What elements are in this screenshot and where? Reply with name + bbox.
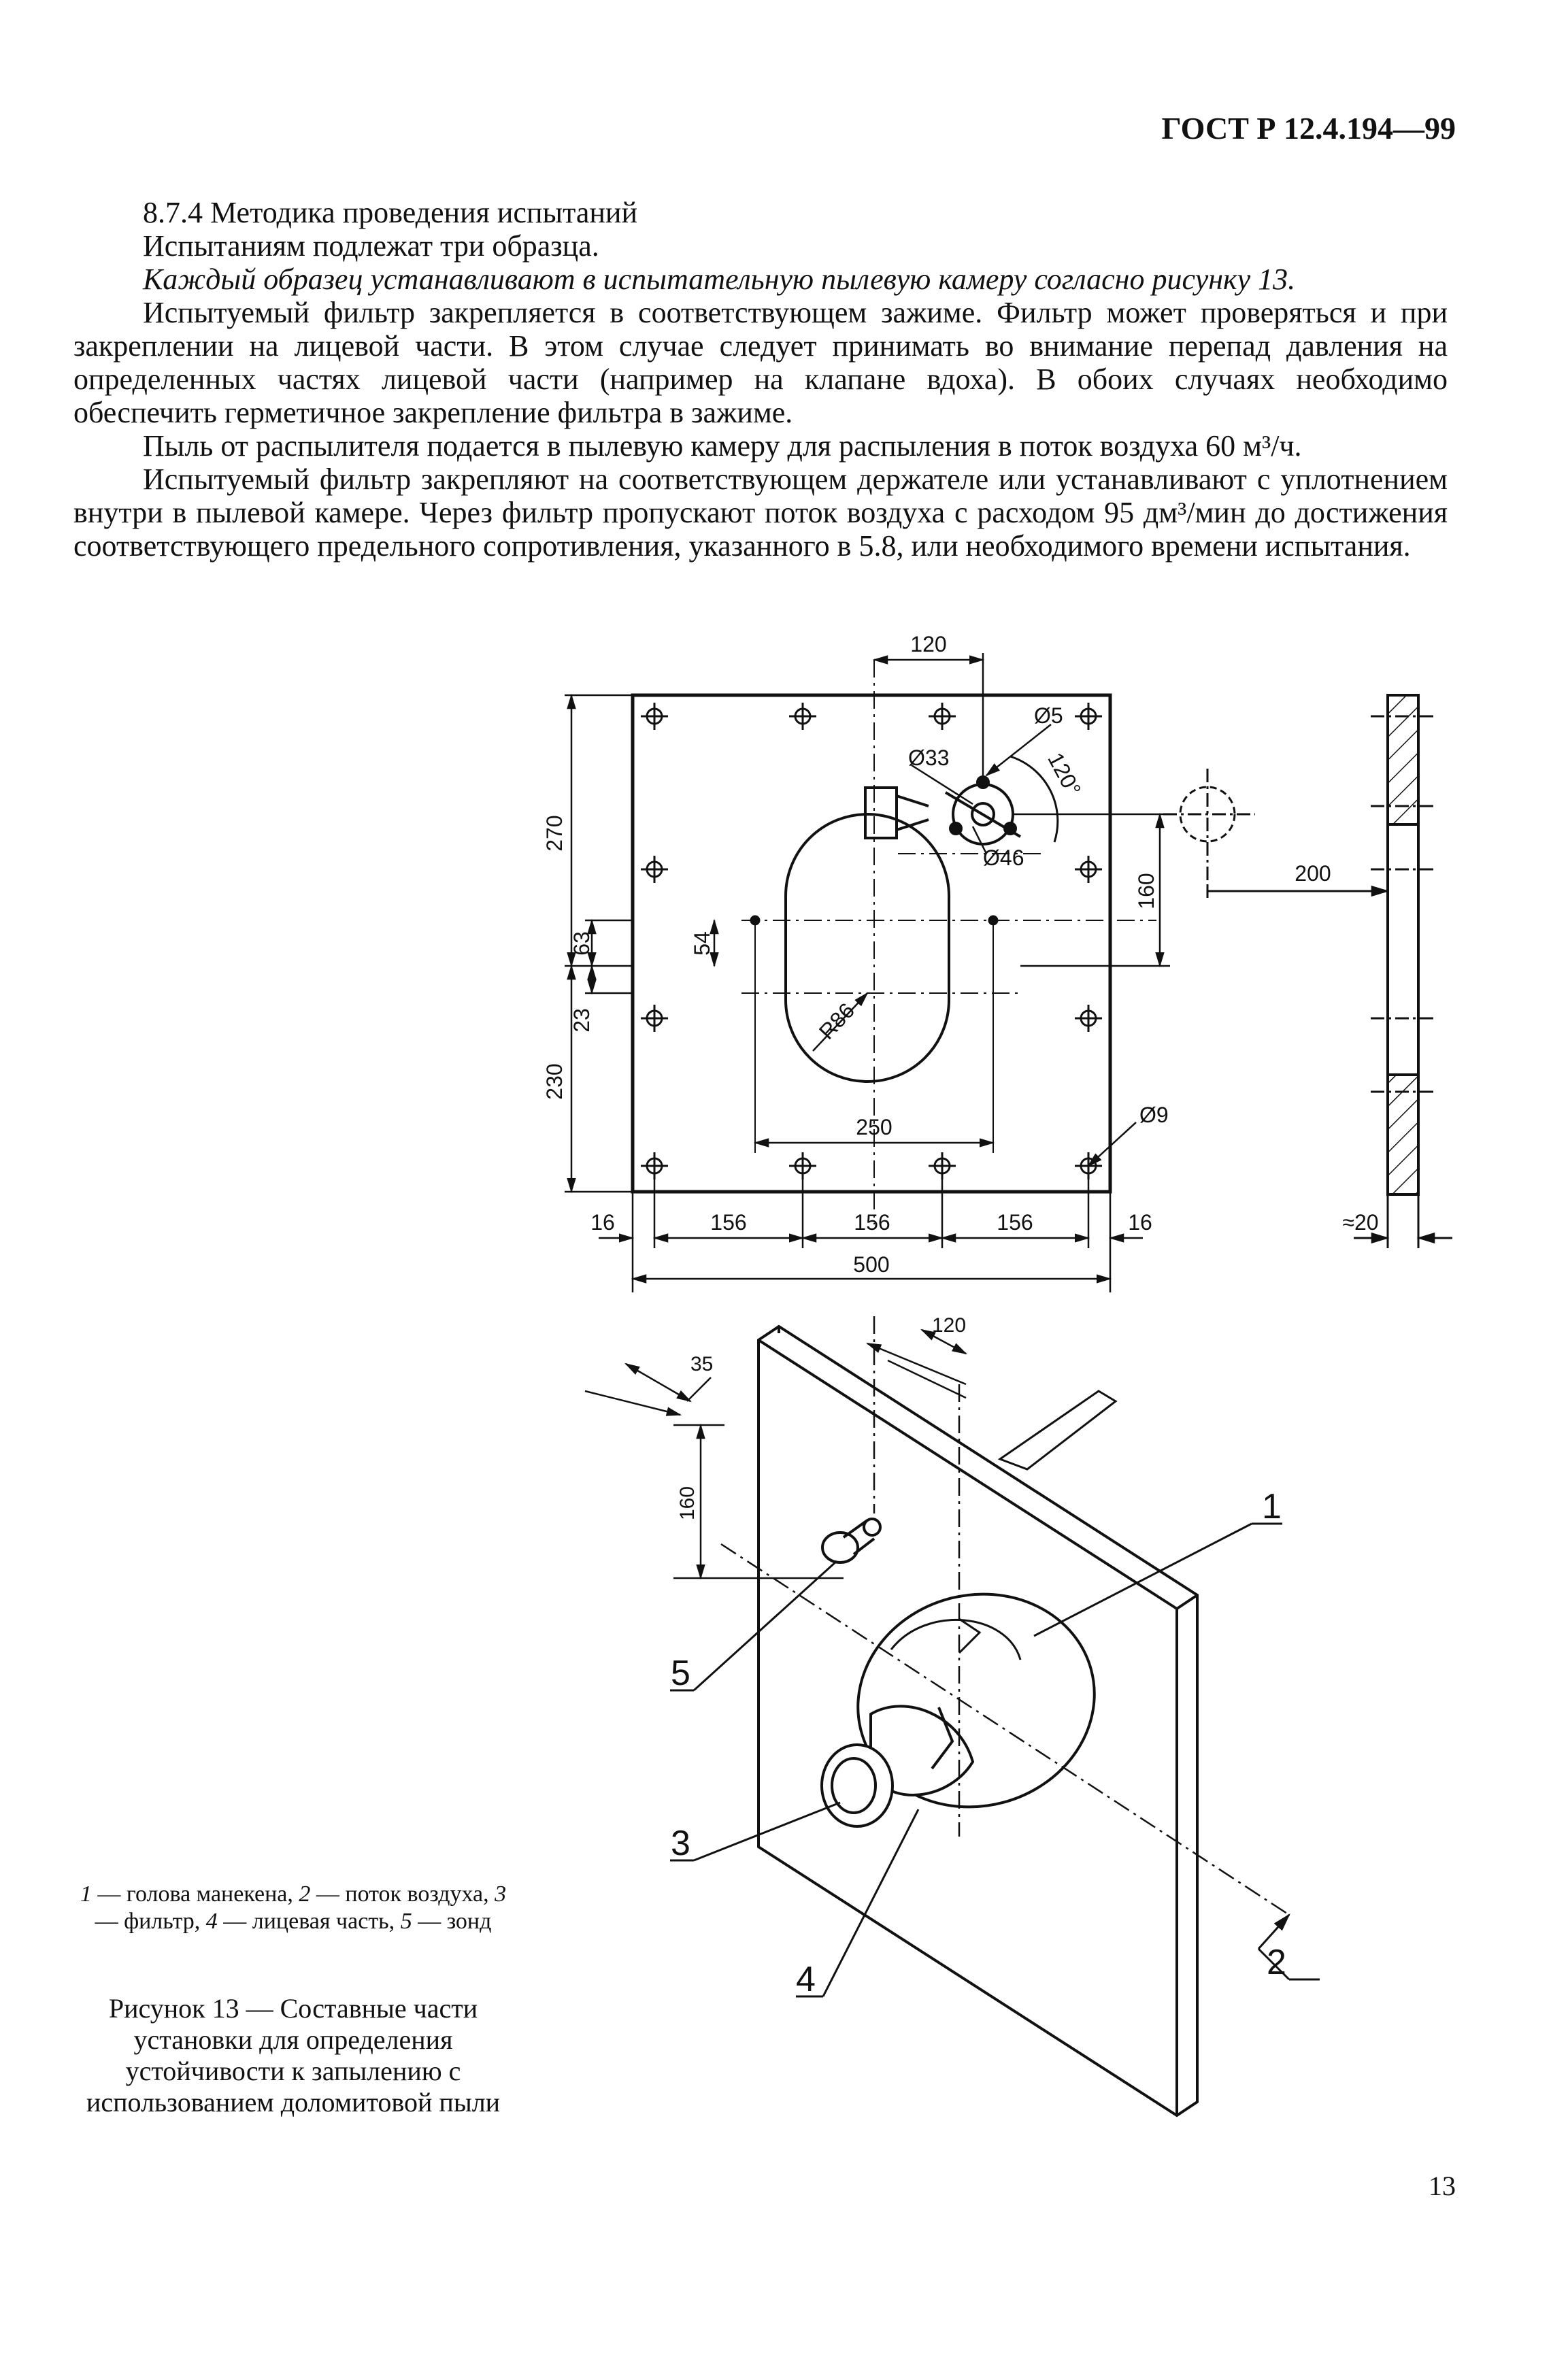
standard-header: ГОСТ Р 12.4.194—99 — [1161, 111, 1456, 146]
dimension-lines — [565, 653, 1170, 1292]
svg-text:120°: 120° — [1043, 748, 1086, 800]
svg-text:63: 63 — [569, 931, 594, 956]
svg-text:R86: R86 — [814, 998, 860, 1044]
svg-text:500: 500 — [853, 1252, 890, 1277]
paragraph: Испытуемый фильтр закрепляется в соответствующем зажиме. Фильтр может проверяться и при закреплении на лицевой части. В этом случае следует принимать во внимание перепад давления на определенных частях лицевой части (например на клапане вдоха). В обоих случаях необходимо обеспечить герметичное закрепление фильтра в зажиме. — [73, 296, 1448, 429]
svg-text:160: 160 — [1134, 873, 1158, 909]
figure-caption: Рисунок 13 — Составные части установки для определения устойчивости к запылению с использованием доломитовой пыли — [86, 1993, 501, 2118]
callout-3: 3 — [671, 1824, 690, 1863]
svg-text:156: 156 — [854, 1210, 890, 1235]
svg-text:Ø9: Ø9 — [1139, 1103, 1169, 1127]
svg-text:250: 250 — [856, 1115, 893, 1139]
side-view — [1163, 695, 1452, 1248]
front-view — [565, 653, 1170, 1292]
callout-1: 1 — [1262, 1487, 1282, 1526]
front-view-dimension-labels — [542, 632, 1169, 1277]
paragraph: Пыль от распылителя подается в пылевую камеру для распыления в поток воздуха 60 м³/ч. — [143, 429, 1302, 463]
svg-text:16: 16 — [1128, 1210, 1152, 1235]
svg-text:23: 23 — [569, 1008, 594, 1033]
svg-text:16: 16 — [590, 1210, 615, 1235]
svg-text:≈20: ≈20 — [1342, 1210, 1379, 1235]
svg-text:120: 120 — [910, 632, 947, 656]
figure-legend: 1 — голова манекена, 2 — поток воздуха, 3 — фильтр, 4 — лицевая часть, 5 — зонд — [80, 1881, 507, 1934]
svg-text:Ø33: Ø33 — [908, 746, 950, 770]
svg-text:270: 270 — [542, 815, 567, 852]
paragraph: Испытаниям подлежат три образца. — [143, 229, 599, 263]
paragraph-italic: Каждый образец устанавливают в испытательную пылевую камеру согласно рисунку 13. — [143, 263, 1296, 296]
section-heading: 8.7.4 Методика проведения испытаний — [143, 196, 638, 229]
svg-text:160: 160 — [676, 1486, 699, 1521]
callout-5: 5 — [671, 1654, 690, 1693]
paragraph: Испытуемый фильтр закрепляют на соответствующем держателе или устанавливают с уплотнением внутри в пылевой камере. Через фильтр пропускают поток воздуха с расходом 95 дм³/мин до достижения соответствующего предельного сопротивления, указанного в 5.8, или необходимого времени испытания. — [73, 463, 1448, 563]
page-number: 13 — [1429, 2171, 1456, 2201]
isometric-view — [585, 1316, 1289, 2115]
svg-text:156: 156 — [997, 1210, 1033, 1235]
svg-text:120: 120 — [931, 1314, 967, 1337]
svg-text:35: 35 — [690, 1353, 714, 1375]
svg-text:Ø46: Ø46 — [983, 846, 1024, 870]
callout-2: 2 — [1267, 1943, 1286, 1982]
face-opening — [786, 814, 949, 1082]
filter-mount — [865, 756, 1058, 844]
side-view-dimension-labels — [1295, 861, 1378, 1235]
svg-text:200: 200 — [1295, 861, 1331, 886]
svg-text:156: 156 — [710, 1210, 747, 1235]
svg-text:54: 54 — [690, 931, 714, 956]
callout-4: 4 — [796, 1960, 816, 1999]
svg-text:230: 230 — [542, 1063, 567, 1100]
svg-text:Ø5: Ø5 — [1034, 703, 1063, 728]
